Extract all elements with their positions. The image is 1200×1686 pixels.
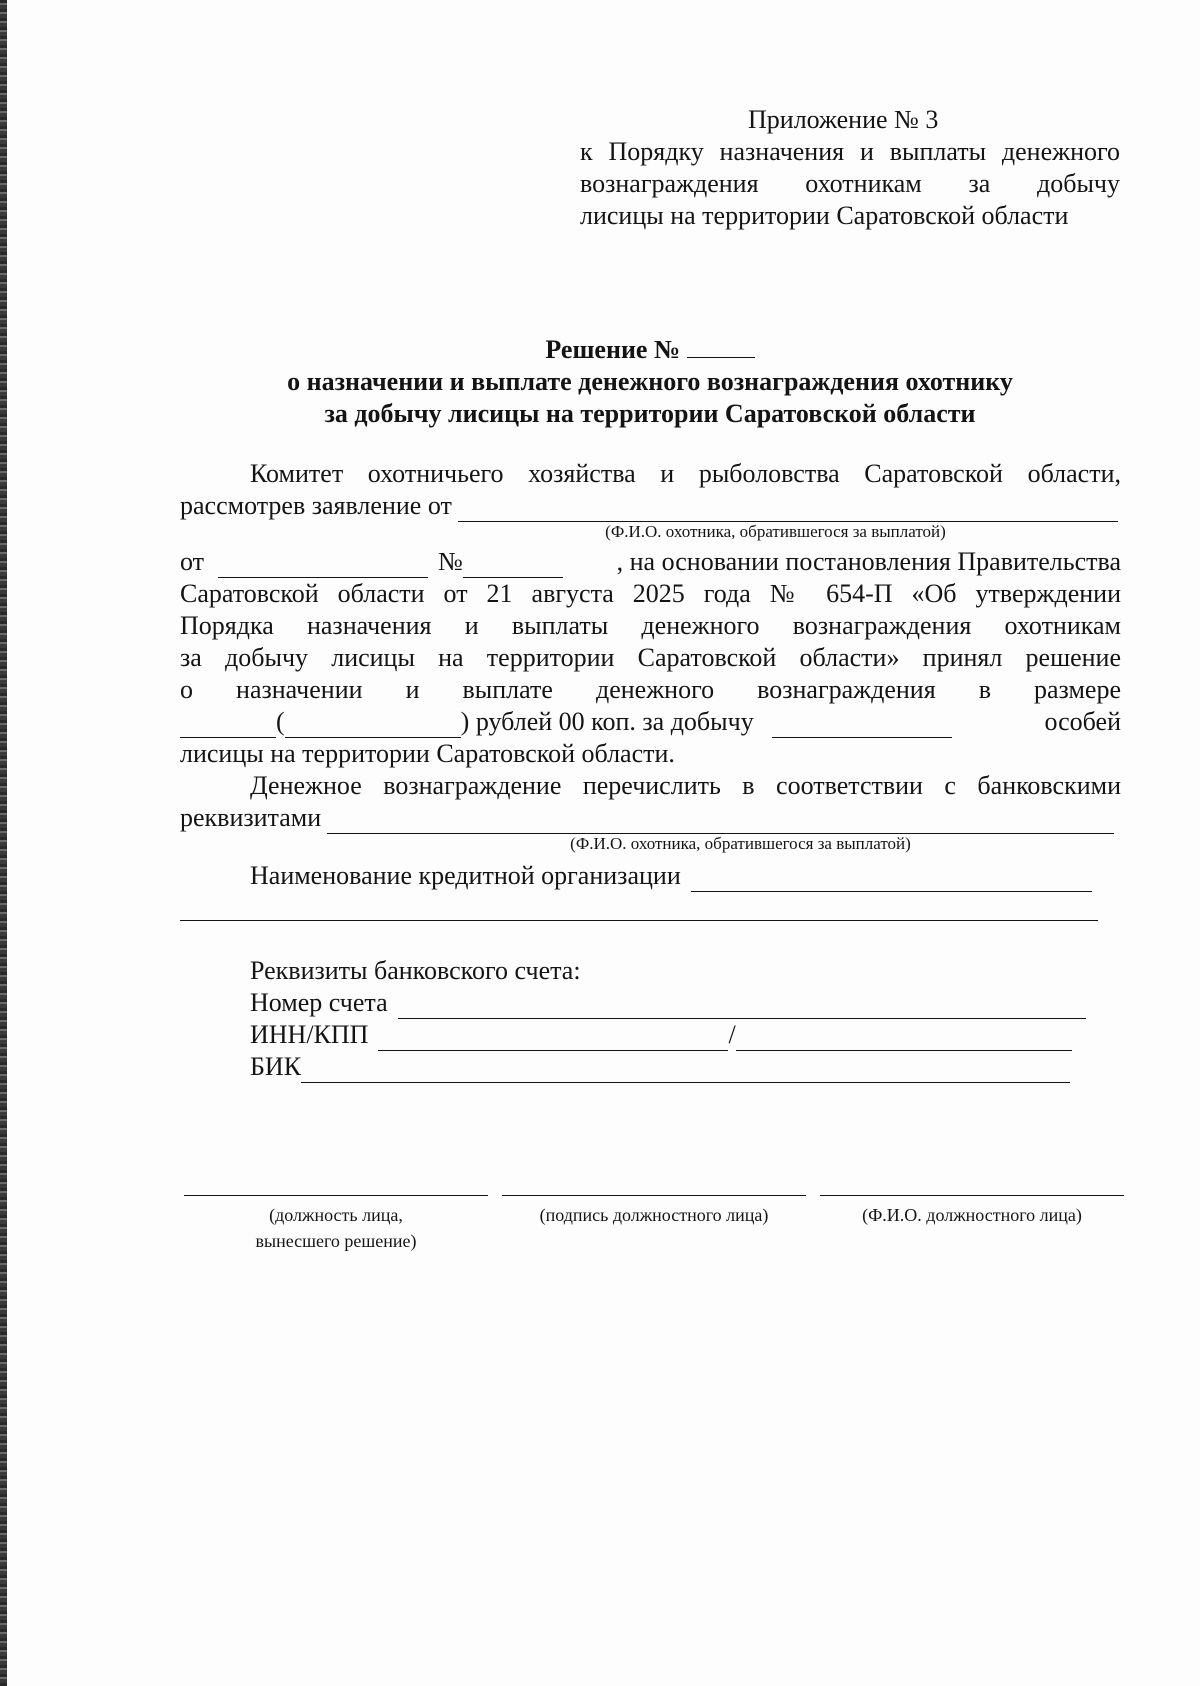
body-label: от [180, 547, 205, 576]
appendix-line: к Порядку назначения и выплаты денежного [580, 137, 1120, 166]
body-line: о назначении и выплате денежного вознаграждения в размере [180, 675, 1121, 704]
title-heading: Решение № [545, 335, 681, 364]
title-line: за добычу лисицы на территории Саратовской области [324, 399, 976, 428]
application-date-field[interactable] [218, 555, 428, 578]
body-label: Номер счета [250, 988, 388, 1017]
amount-words-field[interactable] [285, 715, 461, 738]
signature-fio-block [820, 1195, 1124, 1228]
bank-details-heading: Реквизиты банковского счета: [250, 956, 581, 985]
appendix-line: лисицы на территории Саратовской области [580, 201, 1069, 230]
inn-row [180, 1019, 1072, 1051]
signature-sign-block [502, 1195, 806, 1228]
signature-caption: (подпись должностного лица) [539, 1205, 769, 1225]
decision-number-field[interactable] [687, 335, 755, 358]
applicant-name-field[interactable] [458, 499, 1118, 522]
amount-digits-field[interactable] [180, 715, 276, 738]
body-label: рассмотрев заявление от [180, 491, 452, 520]
application-number-field[interactable] [463, 555, 563, 578]
body-line: Порядка назначения и выплаты денежного вознаграждения охотникам [180, 611, 1121, 640]
official-fio-field[interactable] [820, 1195, 1124, 1196]
inn-field[interactable] [378, 1028, 728, 1051]
body-label: БИК [250, 1052, 302, 1081]
body-label: / [728, 1020, 736, 1049]
bik-row [180, 1051, 1070, 1083]
title-line: о назначении и выплате денежного вознаграждения охотнику [287, 367, 1013, 396]
body-line: лисицы на территории Саратовской области. [180, 739, 675, 768]
scan-edge [0, 0, 7, 1686]
appendix-number: Приложение № 3 [748, 105, 939, 134]
decision-body [180, 458, 1121, 1083]
kpp-field[interactable] [736, 1028, 1072, 1051]
position-caption: (должность лица, [269, 1205, 403, 1225]
fox-count-field[interactable] [772, 715, 952, 738]
appendix-line: вознаграждения охотникам за добычу [580, 169, 1120, 198]
bik-field[interactable] [301, 1060, 1070, 1083]
title-heading-row [0, 334, 1200, 366]
account-row [180, 987, 1086, 1019]
body-label: ИНН/КПП [250, 1020, 369, 1049]
caption-requisites: (Ф.И.О. охотника, обратившегося за выплатой) [570, 834, 911, 853]
requisites-row [180, 802, 1114, 834]
fio-caption: (Ф.И.О. должностного лица) [862, 1205, 1082, 1225]
amount-row [180, 706, 1121, 738]
applicant-row [180, 490, 1118, 522]
position-caption: вынесшего решение) [255, 1231, 417, 1251]
signature-position-block [184, 1195, 488, 1254]
body-label: Наименование кредитной организации [250, 861, 681, 890]
body-label: реквизитами [180, 803, 322, 832]
body-label: особей [1044, 707, 1121, 736]
appendix-block [580, 104, 1120, 232]
body-label: № [438, 547, 463, 576]
application-date-row [180, 546, 1121, 578]
bank-name-row [180, 860, 1092, 892]
bank-name-field-continued[interactable] [180, 892, 1098, 921]
account-number-field[interactable] [398, 996, 1086, 1019]
body-label: ) рублей 00 коп. за добычу [460, 707, 754, 736]
body-line: за добычу лисицы на территории Саратовской области» принял решение [180, 643, 1121, 672]
document-title [0, 334, 1200, 430]
requisites-field[interactable] [327, 811, 1114, 834]
body-line: Денежное вознаграждение перечислить в соответствии с банковскими [250, 771, 1121, 800]
body-label: ( [276, 707, 285, 736]
signature-field[interactable] [502, 1195, 806, 1196]
body-text-basis: , на основании постановления Правительства [616, 547, 1121, 576]
body-line: Саратовской области от 21 августа 2025 года № 654-П «Об утверждении [180, 579, 1121, 608]
bank-name-field[interactable] [691, 869, 1092, 892]
position-field[interactable] [184, 1195, 488, 1196]
body-line: Комитет охотничьего хозяйства и рыболовства Саратовской области, [250, 459, 1121, 488]
caption-applicant: (Ф.И.О. охотника, обратившегося за выплатой) [605, 522, 946, 541]
